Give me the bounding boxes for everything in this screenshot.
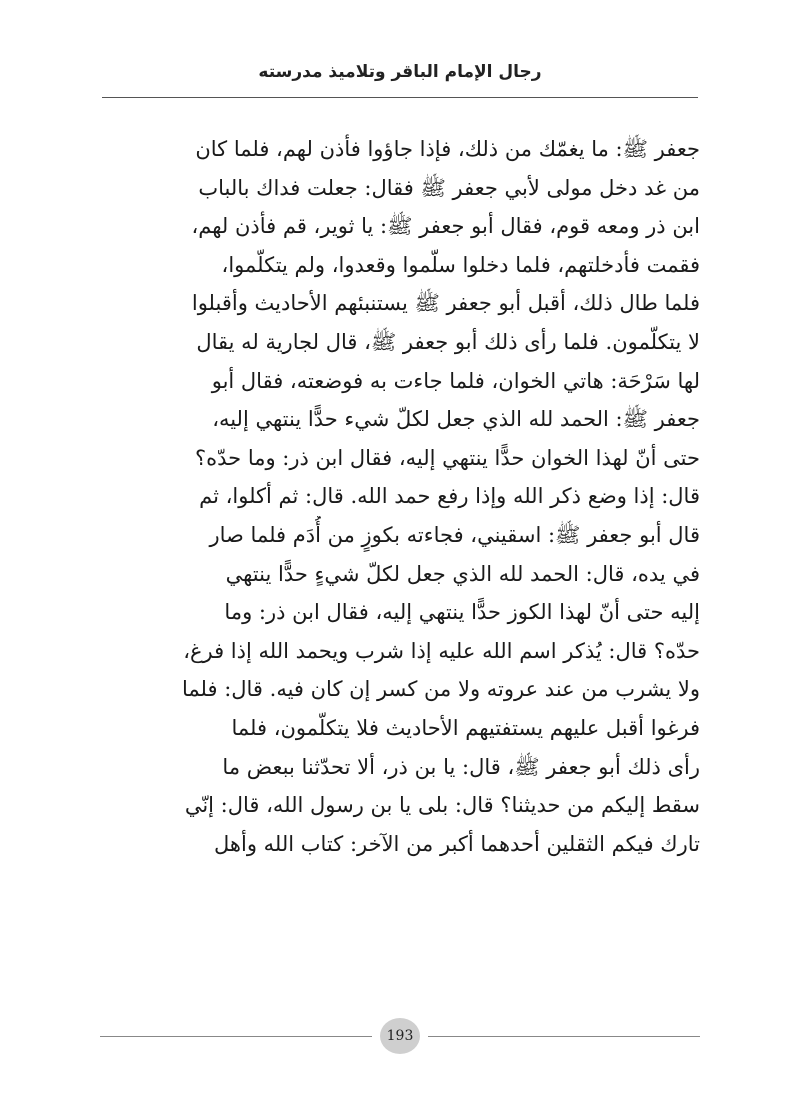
text-line: ابن ذر ومعه قوم، فقال أبو جعفر ﷺ: يا ثوير، قم فأذن لهم، (191, 214, 700, 239)
header-rule (102, 97, 698, 98)
text-line: إليه حتى أنّ لهذا الكوز حدًّا ينتهي إليه، فقال ابن ذر: وما (224, 600, 700, 625)
text-line: فقمت فأدخلتهم، فلما دخلوا سلّموا وقعدوا، ولم يتكلّموا، (221, 252, 700, 277)
page-footer (100, 1014, 700, 1058)
footer-rule-left (100, 1036, 372, 1037)
text-line: لها سَرْحَة: هاتي الخوان، فلما جاءت به فوضعته، فقال أبو (211, 368, 700, 393)
text-line: حتى أنّ لهذا الخوان حدًّا ينتهي إليه، فقال ابن ذر: وما حدّه؟ (195, 445, 700, 470)
running-header-title: رجال الإمام الباقر وتلاميذ مدرسته (258, 62, 542, 82)
body-text (100, 130, 700, 863)
footer-rule-right (428, 1036, 700, 1037)
text-line: فرغوا أقبل عليهم يستفتيهم الأحاديث فلا يتكلّمون، فلما (231, 715, 700, 740)
text-line: من غد دخل مولى لأبي جعفر ﷺ فقال: جعلت فداك بالباب (198, 175, 700, 200)
page-number-badge (380, 1018, 420, 1054)
text-line: حدّه؟ قال: يُذكر اسم الله عليه إذا شرب ويحمد الله إذا فرغ، (183, 638, 700, 663)
text-line: فلما طال ذلك، أقبل أبو جعفر ﷺ يستنبئهم الأحاديث وأقبلوا (191, 291, 700, 316)
text-line: تارك فيكم الثقلين أحدهما أكبر من الآخر: كتاب الله وأهل (214, 831, 700, 856)
text-line: قال أبو جعفر ﷺ: اسقيني، فجاءته بكوزٍ من أُدَم فلما صار (209, 522, 700, 547)
text-line: رأى ذلك أبو جعفر ﷺ، قال: يا بن ذر، ألا تحدّثنا ببعض ما (222, 754, 700, 779)
text-line: سقط إليكم من حديثنا؟ قال: بلى يا بن رسول الله، قال: إنّي (184, 793, 700, 818)
text-line: جعفر ﷺ: الحمد لله الذي جعل لكلّ شيء حدًّا ينتهي إليه، (212, 407, 700, 432)
page-number: 193 (386, 1028, 414, 1044)
text-line: قال: إذا وضع ذكر الله وإذا رفع حمد الله. قال: ثم أكلوا، ثم (199, 484, 700, 509)
text-line: جعفر ﷺ: ما يغمّك من ذلك، فإذا جاؤوا فأذن لهم، فلما كان (195, 137, 700, 161)
text-line: في يده، قال: الحمد لله الذي جعل لكلّ شيءٍ حدًّا ينتهي (225, 561, 700, 586)
text-line: ولا يشرب من عند عروته ولا من كسر إن كان فيه. قال: فلما (182, 677, 700, 702)
running-header (102, 40, 698, 96)
text-line: لا يتكلّمون. فلما رأى ذلك أبو جعفر ﷺ، قال لجارية له يقال (196, 329, 700, 354)
